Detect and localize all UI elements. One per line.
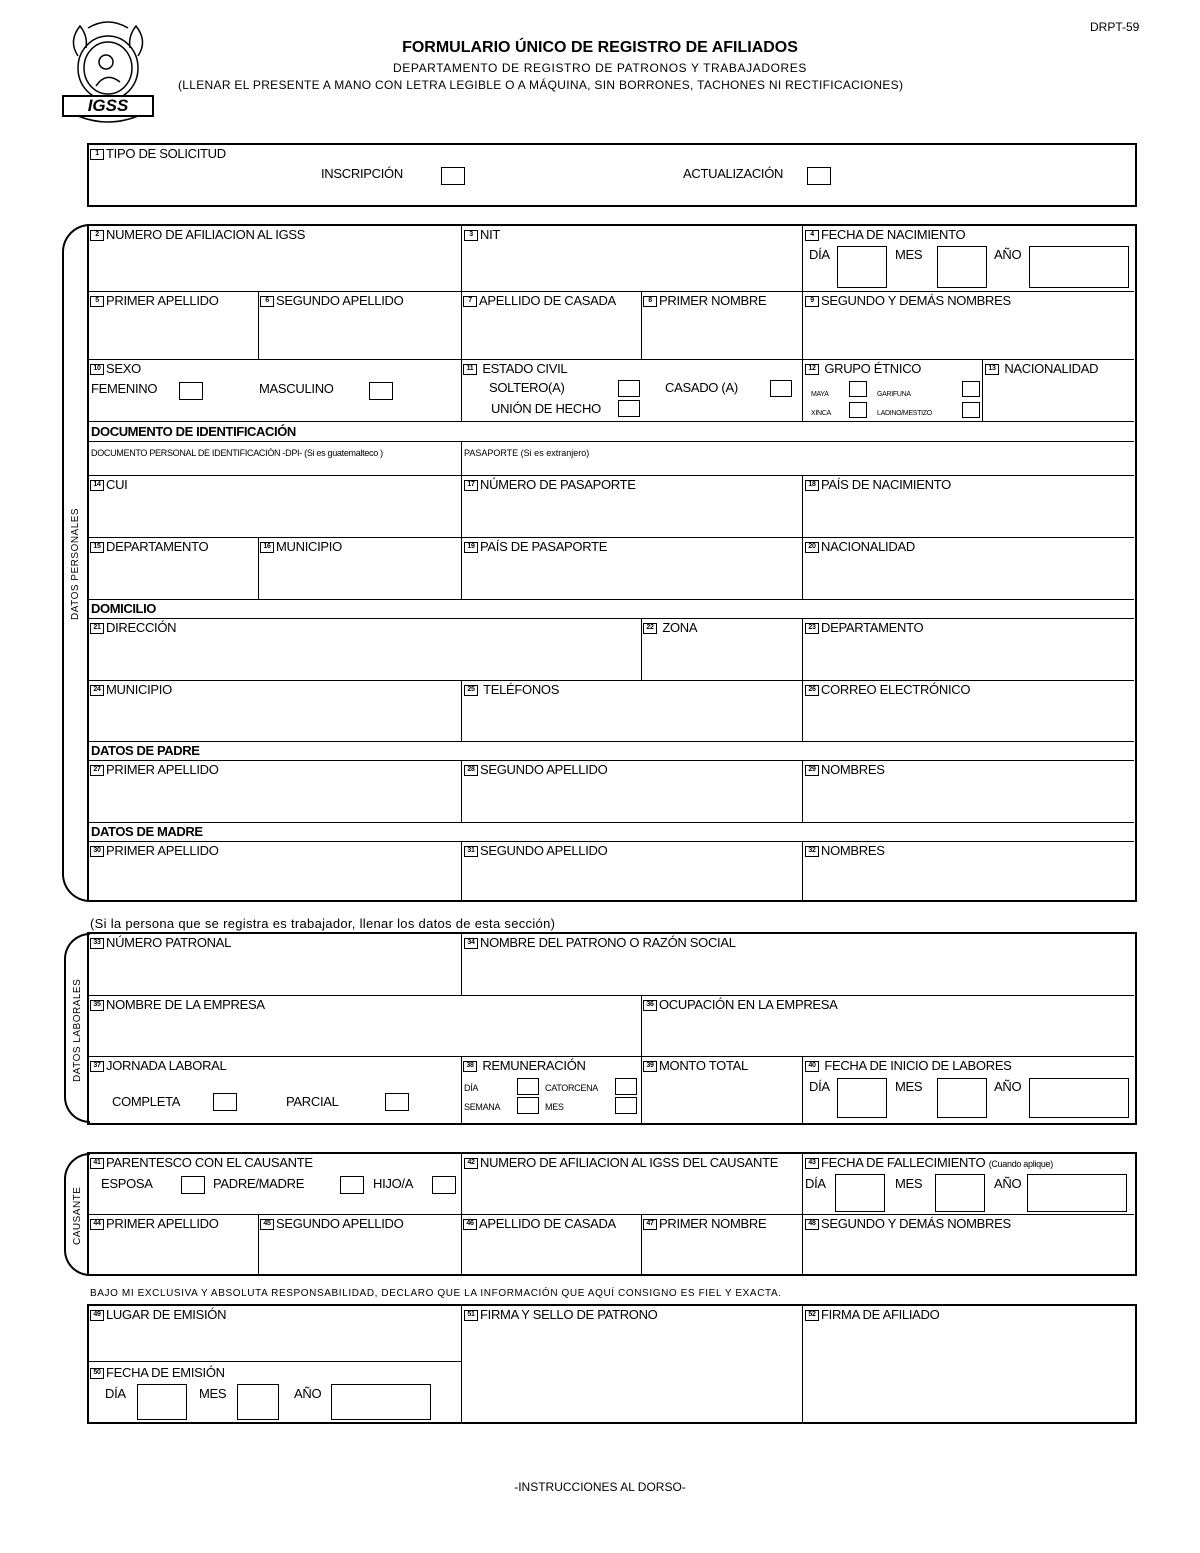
- field-number: 34: [464, 938, 478, 949]
- form-instructions: (LLENAR EL PRESENTE A MANO CON LETRA LEGIBLE O A MÁQUINA, SIN BORRONES, TACHONES NI RECTIFICACIONES): [178, 78, 904, 92]
- ladino-checkbox[interactable]: [962, 402, 980, 418]
- field-number: 30: [90, 846, 104, 857]
- emision-anio-box[interactable]: [331, 1384, 431, 1420]
- field-number: 43: [805, 1158, 819, 1169]
- catorcena-label: CATORCENA: [545, 1083, 598, 1093]
- casado-checkbox[interactable]: [770, 380, 792, 397]
- parcial-label: PARCIAL: [286, 1094, 339, 1109]
- documento-identificacion-header: DOCUMENTO DE IDENTIFICACIÓN: [91, 424, 296, 439]
- field-number: 16: [260, 542, 274, 553]
- direccion-label: DIRECCIÓN: [106, 620, 177, 635]
- inscripcion-label: INSCRIPCIÓN: [321, 166, 403, 181]
- madre-segundo-apellido-label: SEGUNDO APELLIDO: [480, 843, 608, 858]
- esposa-label: ESPOSA: [101, 1176, 153, 1191]
- datos-madre-header: DATOS DE MADRE: [91, 824, 203, 839]
- field-number: 3: [464, 230, 478, 241]
- field-number: 38: [463, 1061, 477, 1072]
- rem-dia-checkbox[interactable]: [517, 1078, 539, 1095]
- tipo-solicitud-label: TIPO DE SOLICITUD: [106, 146, 226, 161]
- anio-label: AÑO: [994, 247, 1022, 262]
- field-number: 6: [260, 296, 274, 307]
- field-number: 24: [90, 685, 104, 696]
- inicio-mes-box[interactable]: [937, 1078, 987, 1118]
- fall-dia-box[interactable]: [835, 1174, 885, 1212]
- field-number: 14: [90, 480, 104, 491]
- emision-anio-label: AÑO: [294, 1386, 322, 1401]
- causante-side-label: CAUSANTE: [72, 1186, 83, 1245]
- solicitud-section: [87, 143, 1137, 207]
- field-number: 47: [643, 1219, 657, 1230]
- nacimiento-mes-box[interactable]: [937, 246, 987, 288]
- field-number: 29: [805, 765, 819, 776]
- femenino-checkbox[interactable]: [179, 382, 203, 400]
- inicio-anio-label: AÑO: [994, 1079, 1022, 1094]
- field-number: 28: [464, 765, 478, 776]
- field-number: 42: [464, 1158, 478, 1169]
- parcial-checkbox[interactable]: [385, 1093, 409, 1111]
- field-number: 2: [90, 230, 104, 241]
- maya-label: MAYA: [811, 391, 829, 398]
- departamento-label: DEPARTAMENTO: [106, 539, 209, 554]
- nombre-patrono-label: NOMBRE DEL PATRONO O RAZÓN SOCIAL: [480, 935, 736, 950]
- field-number: 25: [464, 685, 478, 696]
- laborales-note: (Si la persona que se registra es trabajador, llenar los datos de esta sección): [90, 916, 556, 931]
- afiliacion-field[interactable]: [89, 244, 461, 290]
- fall-anio-label: AÑO: [994, 1176, 1022, 1191]
- field-number: 12: [805, 364, 819, 375]
- lugar-emision-label: LUGAR DE EMISIÓN: [106, 1307, 227, 1322]
- firma-afiliado-label: FIRMA DE AFILIADO: [821, 1307, 940, 1322]
- afiliacion-causante-label: NUMERO DE AFILIACION AL IGSS DEL CAUSANTE: [480, 1155, 779, 1170]
- sexo-label: SEXO: [106, 361, 141, 376]
- pais-nacimiento-label: PAÍS DE NACIMIENTO: [821, 477, 951, 492]
- rem-dia-label: DÍA: [464, 1083, 479, 1093]
- field-number: 45: [260, 1219, 274, 1230]
- inicio-anio-box[interactable]: [1029, 1078, 1129, 1118]
- field-number: 11: [463, 364, 477, 375]
- femenino-label: FEMENINO: [91, 381, 158, 396]
- field-number: 51: [464, 1310, 478, 1321]
- soltero-label: SOLTERO(A): [489, 380, 565, 395]
- field-number: 27: [90, 765, 104, 776]
- padre-primer-apellido-label: PRIMER APELLIDO: [106, 762, 219, 777]
- emision-dia-label: DÍA: [105, 1386, 126, 1401]
- causante-segundo-apellido-label: SEGUNDO APELLIDO: [276, 1216, 404, 1231]
- domicilio-header: DOMICILIO: [91, 601, 157, 616]
- field-number: 40: [805, 1061, 819, 1072]
- field-number: 1: [90, 149, 104, 160]
- segundo-apellido-label: SEGUNDO APELLIDO: [276, 293, 404, 308]
- field-number: 52: [805, 1310, 819, 1321]
- madre-primer-apellido-label: PRIMER APELLIDO: [106, 843, 219, 858]
- remuneracion-label: REMUNERACIÓN: [482, 1058, 586, 1073]
- field-number: 26: [805, 685, 819, 696]
- form-title: FORMULARIO ÚNICO DE REGISTRO DE AFILIADOS: [402, 39, 798, 56]
- causante-apellido-casada-label: APELLIDO DE CASADA: [479, 1216, 616, 1231]
- inicio-dia-label: DÍA: [809, 1079, 830, 1094]
- emision-mes-label: MES: [199, 1386, 227, 1401]
- numero-pasaporte-label: NÚMERO DE PASAPORTE: [480, 477, 636, 492]
- firma-patrono-label: FIRMA Y SELLO DE PATRONO: [480, 1307, 658, 1322]
- emision-mes-box[interactable]: [237, 1384, 279, 1420]
- departamento2-label: DEPARTAMENTO: [821, 620, 924, 635]
- mes-label: MES: [895, 247, 923, 262]
- semana-label: SEMANA: [464, 1102, 501, 1112]
- padre-segundo-apellido-label: SEGUNDO APELLIDO: [480, 762, 608, 777]
- causante-segundo-nombres-label: SEGUNDO Y DEMÁS NOMBRES: [821, 1216, 1011, 1231]
- dia-label: DÍA: [809, 247, 830, 262]
- field-number: 41: [90, 1158, 104, 1169]
- personales-section: [87, 224, 1137, 902]
- field-number: 36: [643, 1000, 657, 1011]
- emision-dia-box[interactable]: [137, 1384, 187, 1420]
- fall-mes-label: MES: [895, 1176, 923, 1191]
- rem-mes-label: MES: [545, 1102, 564, 1112]
- field-number: 21: [90, 623, 104, 634]
- afiliacion-label: NUMERO DE AFILIACION AL IGSS: [106, 227, 306, 242]
- field-number: 49: [90, 1310, 104, 1321]
- dpi-header: DOCUMENTO PERSONAL DE IDENTIFICACIÓN -DPI- (Si es guatemalteco ): [91, 448, 383, 458]
- inicio-mes-label: MES: [895, 1079, 923, 1094]
- field-number: 17: [464, 480, 478, 491]
- field-number: 10: [90, 364, 104, 375]
- igss-logo: [58, 16, 158, 134]
- union-checkbox[interactable]: [618, 400, 640, 417]
- padre-madre-label: PADRE/MADRE: [213, 1176, 305, 1191]
- field-number: 46: [463, 1219, 477, 1230]
- pasaporte-header: PASAPORTE (Si es extranjero): [464, 448, 590, 458]
- footer-instrucciones: -INSTRUCCIONES AL DORSO-: [514, 1480, 686, 1494]
- monto-total-label: MONTO TOTAL: [659, 1058, 748, 1073]
- catorcena-checkbox[interactable]: [615, 1078, 637, 1095]
- parentesco-label: PARENTESCO CON EL CAUSANTE: [106, 1155, 313, 1170]
- nombre-empresa-label: NOMBRE DE LA EMPRESA: [106, 997, 265, 1012]
- maya-checkbox[interactable]: [849, 381, 867, 397]
- padre-nombres-label: NOMBRES: [821, 762, 885, 777]
- garifuna-checkbox[interactable]: [962, 381, 980, 397]
- numero-patronal-label: NÚMERO PATRONAL: [106, 935, 232, 950]
- ladino-label: LADINO/MESTIZO: [877, 410, 932, 417]
- datos-personales-side-label: DATOS PERSONALES: [70, 507, 81, 620]
- field-number: 18: [805, 480, 819, 491]
- rem-mes-checkbox[interactable]: [615, 1097, 637, 1114]
- nit-field[interactable]: [463, 244, 801, 290]
- correo-label: CORREO ELECTRÓNICO: [821, 682, 971, 697]
- xinca-checkbox[interactable]: [849, 402, 867, 418]
- causante-primer-apellido-label: PRIMER APELLIDO: [106, 1216, 219, 1231]
- cuando-aplique-label: (Cuando aplique): [988, 1159, 1053, 1169]
- nacionalidad-label: NACIONALIDAD: [1004, 361, 1099, 376]
- fecha-inicio-label: FECHA DE INICIO DE LABORES: [824, 1058, 1012, 1073]
- field-number: 39: [643, 1061, 657, 1072]
- jornada-label: JORNADA LABORAL: [106, 1058, 227, 1073]
- fecha-nacimiento-label: FECHA DE NACIMIENTO: [821, 227, 966, 242]
- pais-pasaporte-label: PAÍS DE PASAPORTE: [480, 539, 608, 554]
- municipio-label: MUNICIPIO: [276, 539, 342, 554]
- field-number: 37: [90, 1061, 104, 1072]
- nit-label: NIT: [480, 227, 501, 242]
- field-number: 7: [463, 296, 477, 307]
- madre-nombres-label: NOMBRES: [821, 843, 885, 858]
- apellido-casada-label: APELLIDO DE CASADA: [479, 293, 616, 308]
- field-number: 9: [805, 296, 819, 307]
- completa-label: COMPLETA: [112, 1094, 181, 1109]
- fallecimiento-label: FECHA DE FALLECIMIENTO: [821, 1155, 986, 1170]
- esposa-checkbox[interactable]: [181, 1176, 205, 1194]
- nacimiento-dia-box[interactable]: [837, 246, 887, 288]
- semana-checkbox[interactable]: [517, 1097, 539, 1114]
- segundo-nombres-label: SEGUNDO Y DEMÁS NOMBRES: [821, 293, 1011, 308]
- firma-section: [87, 1304, 1137, 1424]
- ocupacion-label: OCUPACIÓN EN LA EMPRESA: [659, 997, 838, 1012]
- field-number: 5: [90, 296, 104, 307]
- actualizacion-label: ACTUALIZACIÓN: [683, 166, 784, 181]
- datos-laborales-side-label: DATOS LABORALES: [72, 978, 83, 1082]
- primer-nombre-label: PRIMER NOMBRE: [659, 293, 767, 308]
- firma-afiliado-area[interactable]: [804, 1324, 1132, 1420]
- fall-anio-box[interactable]: [1027, 1174, 1127, 1212]
- hijo-label: HIJO/A: [373, 1176, 414, 1191]
- field-number: 31: [464, 846, 478, 857]
- causante-section: [87, 1152, 1137, 1276]
- garifuna-label: GARIFUNA: [877, 391, 911, 398]
- inscripcion-checkbox[interactable]: [441, 167, 465, 185]
- estado-civil-label: ESTADO CIVIL: [482, 361, 568, 376]
- field-number: 4: [805, 230, 819, 241]
- primer-apellido-label: PRIMER APELLIDO: [106, 293, 219, 308]
- padre-madre-checkbox[interactable]: [340, 1176, 364, 1194]
- fall-dia-label: DÍA: [805, 1176, 826, 1191]
- field-number: 20: [805, 542, 819, 553]
- nacionalidad2-label: NACIONALIDAD: [821, 539, 915, 554]
- fecha-emision-label: FECHA DE EMISIÓN: [106, 1365, 225, 1380]
- nacimiento-anio-box[interactable]: [1029, 246, 1129, 288]
- field-number: 33: [90, 938, 104, 949]
- field-number: 13: [985, 364, 999, 375]
- telefonos-label: TELÉFONOS: [483, 682, 560, 697]
- causante-primer-nombre-label: PRIMER NOMBRE: [659, 1216, 767, 1231]
- field-number: 22: [643, 623, 657, 634]
- field-number: 50: [90, 1368, 104, 1379]
- field-number: 8: [643, 296, 657, 307]
- cui-label: CUI: [106, 477, 128, 492]
- laborales-section: [87, 932, 1137, 1125]
- union-label: UNIÓN DE HECHO: [491, 401, 601, 416]
- field-number: 23: [805, 623, 819, 634]
- field-number: 44: [90, 1219, 104, 1230]
- logo-text: IGSS: [87, 96, 129, 115]
- form-code: DRPT-59: [1090, 20, 1140, 34]
- soltero-checkbox[interactable]: [618, 380, 640, 397]
- firma-patrono-area[interactable]: [463, 1324, 801, 1420]
- form-subtitle: DEPARTAMENTO DE REGISTRO DE PATRONOS Y TRABAJADORES: [392, 61, 807, 75]
- hijo-checkbox[interactable]: [432, 1176, 456, 1194]
- datos-padre-header: DATOS DE PADRE: [91, 743, 200, 758]
- actualizacion-checkbox[interactable]: [807, 167, 831, 185]
- completa-checkbox[interactable]: [213, 1093, 237, 1111]
- grupo-etnico-label: GRUPO ÉTNICO: [824, 361, 922, 376]
- field-number: 19: [464, 542, 478, 553]
- casado-label: CASADO (A): [665, 380, 738, 395]
- field-number: 35: [90, 1000, 104, 1011]
- field-number: 15: [90, 542, 104, 553]
- xinca-label: XINCA: [811, 410, 831, 417]
- field-number: 48: [805, 1219, 819, 1230]
- declaracion-text: BAJO MI EXCLUSIVA Y ABSOLUTA RESPONSABILIDAD, DECLARO QUE LA INFORMACIÓN QUE AQUÍ CONSIGNO ES FIEL Y EXACTA.: [90, 1288, 782, 1299]
- inicio-dia-box[interactable]: [837, 1078, 887, 1118]
- field-number: 32: [805, 846, 819, 857]
- municipio2-label: MUNICIPIO: [106, 682, 172, 697]
- fall-mes-box[interactable]: [935, 1174, 985, 1212]
- masculino-label: MASCULINO: [259, 381, 334, 396]
- masculino-checkbox[interactable]: [369, 382, 393, 400]
- zona-label: ZONA: [662, 620, 698, 635]
